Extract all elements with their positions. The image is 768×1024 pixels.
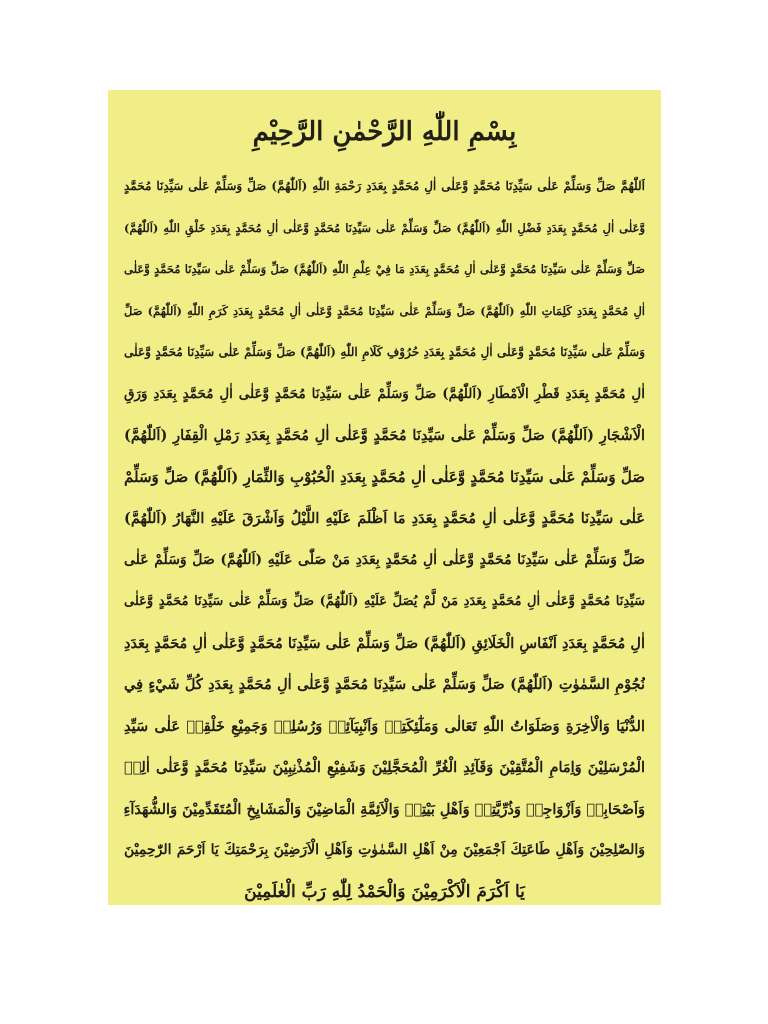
text-line: وَسَلِّمْ عَلٰى سَيِّدِنَا مُحَمَّدٍ وَّعَلٰى اٰلِ مُحَمَّدٍ بِعَدَدِ حُرُوْفِ كَلَامِ اللّٰهِ (اَللّٰهُمَّ) صَلِّ وَسَلِّمْ عَلٰى سَيِّدِنَا مُحَمَّدٍ وَّعَلٰى [124, 345, 645, 359]
text-line: اَللّٰهُمَّ صَلِّ وَسَلِّمْ عَلٰى سَيِّدِنَا مُحَمَّدٍ وَّعَلٰى اٰلِ مُحَمَّدٍ بِعَدَدِ رَحْمَةِ اللّٰهِ (اَللّٰهُمَّ) صَلِّ وَسَلِّمْ عَلٰى سَيِّدِنَا مُحَمَّدٍ [124, 179, 645, 193]
text-line: الْاَشْجَارِ (اَللّٰهُمَّ) صَلِّ وَسَلِّمْ عَلٰى سَيِّدِنَا مُحَمَّدٍ وَّعَلٰى اٰلِ مُحَمَّدٍ بِعَدَدِ رَمْلِ الْقِفَارِ (اَللّٰهُمَّ) [124, 427, 645, 444]
text-line: اٰلِ مُحَمَّدٍ بِعَدَدِ كَلِمَاتِ اللّٰهِ (اَللّٰهُمَّ) صَلِّ وَسَلِّمْ عَلٰى سَيِّدِنَا مُحَمَّدٍ وَّعَلٰى اٰلِ مُحَمَّدٍ بِعَدَدِ كَرَمِ اللّٰهِ (اَللّٰهُمَّ) صَلِّ [124, 303, 645, 318]
text-line: اٰلِ مُحَمَّدٍ بِعَدَدِ اَنْفَاسِ الْخَلَائِقِ (اَللّٰهُمَّ) صَلِّ وَسَلِّمْ عَلٰى سَيِّدِنَا مُحَمَّدٍ وَّعَلٰى اٰلِ مُحَمَّدٍ بِعَدَدِ [124, 634, 645, 652]
document-sheet [108, 90, 661, 905]
text-line: الدُّنْيَا وَالْاٰخِرَةِ وَصَلَوَاتُ اللّٰهِ تَعَالٰى وَمَلٰٓئِكَتِهٖ وَاَنْبِيَآئِهٖ وَرُسُلِهٖ وَجَمِيْعِ خَلْقِهٖ عَلٰى سَيِّدِ [124, 717, 645, 735]
text-line: صَلِّ وَسَلِّمْ عَلٰى سَيِّدِنَا مُحَمَّدٍ وَّعَلٰى اٰلِ مُحَمَّدٍ بِعَدَدِ مَنْ صَلّٰى عَلَيْهِ (اَللّٰهُمَّ) صَلِّ وَسَلِّمْ عَلٰى [124, 551, 645, 568]
text-line: الْمُرْسَلِيْنَ وَاِمَامِ الْمُتَّقِيْنَ وَقَآئِدِ الْغُرِّ الْمُحَجَّلِيْنَ وَشَفِيْعِ الْمُذْنِبِيْنَ سَيِّدِنَا مُحَمَّدٍ وَّعَلٰى اٰلِهٖ [124, 759, 645, 776]
text-line: سَيِّدِنَا مُحَمَّدٍ وَّعَلٰى اٰلِ مُحَمَّدٍ بِعَدَدِ مَنْ لَّمْ يُصَلِّ عَلَيْهِ (اَللّٰهُمَّ) صَلِّ وَسَلِّمْ عَلٰى سَيِّدِنَا مُحَمَّدٍ وَّعَلٰى [124, 594, 645, 609]
text-line: صَلِّ وَسَلِّمْ عَلٰى سَيِّدِنَا مُحَمَّدٍ وَّعَلٰى اٰلِ مُحَمَّدٍ بِعَدَدِ الْحُبُوْبِ وَالثِّمَارِ (اَللّٰهُمَّ) صَلِّ وَسَلِّمْ [124, 467, 645, 486]
text-line: وَالصّٰلِحِيْنَ وَاَهْلِ طَاعَتِكَ اَجْمَعِيْنَ مِنْ اَهْلِ السَّمٰوٰتِ وَاَهْلِ الْاَرَضِيْنَ بِرَحْمَتِكَ يَا اَرْحَمَ الرّٰحِمِيْنَ [124, 842, 645, 858]
text-line: صَلِّ وَسَلِّمْ عَلٰى سَيِّدِنَا مُحَمَّدٍ وَّعَلٰى اٰلِ مُحَمَّدٍ بِعَدَدِ مَا فِيْ عِلْمِ اللّٰهِ (اَللّٰهُمَّ) صَلِّ وَسَلِّمْ عَلٰى سَيِّدِنَا مُحَمَّدٍ وَّعَلٰى [124, 262, 645, 276]
text-line: نُجُوْمِ السَّمٰوٰتِ (اَللّٰهُمَّ) صَلِّ وَسَلِّمْ عَلٰى سَيِّدِنَا مُحَمَّدٍ وَّعَلٰى اٰلِ مُحَمَّدٍ بِعَدَدِ كُلِّ شَيْءٍ فِي [124, 676, 645, 693]
text-line: وَّعَلٰى اٰلِ مُحَمَّدٍ بِعَدَدِ فَضْلِ اللّٰهِ (اَللّٰهُمَّ) صَلِّ وَسَلِّمْ عَلٰى سَيِّدِنَا مُحَمَّدٍ وَّعَلٰى اٰلِ مُحَمَّدٍ بِعَدَدِ خَلْقِ اللّٰهِ (اَللّٰهُمَّ) [124, 220, 645, 235]
text-lines [124, 166, 645, 905]
text-line: عَلٰى سَيِّدِنَا مُحَمَّدٍ وَّعَلٰى اٰلِ مُحَمَّدٍ بِعَدَدِ مَا اَظْلَمَ عَلَيْهِ اللَّيْلُ وَاَشْرَقَ عَلَيْهِ النَّهَارُ (اَللّٰهُمَّ) [124, 510, 645, 527]
text-line: اٰلِ مُحَمَّدٍ بِعَدَدِ قَطْرِ الْاَمْطَارِ (اَللّٰهُمَّ) صَلِّ وَسَلِّمْ عَلٰى سَيِّدِنَا مُحَمَّدٍ وَّعَلٰى اٰلِ مُحَمَّدٍ بِعَدَدِ وَرَقِ [124, 385, 645, 402]
document-heading: بِسْمِ اللّٰهِ الرَّحْمٰنِ الرَّحِيْمِ [252, 117, 517, 147]
text-line-final: يَا اَكْرَمَ الْاَكْرَمِيْنَ وَالْحَمْدُ لِلّٰهِ رَبِّ الْعٰلَمِيْنَ [244, 881, 525, 902]
text-line: وَاَصْحَابِهٖ وَاَزْوَاجِهٖ وَذُرِّيَّتِهٖ وَاَهْلِ بَيْتِهٖ وَالْاَئِمَّةِ الْمَاضِيْنَ وَالْمَشَايِخِ الْمُتَقَدِّمِيْنَ وَالشُّهَدَآءِ [124, 800, 645, 818]
